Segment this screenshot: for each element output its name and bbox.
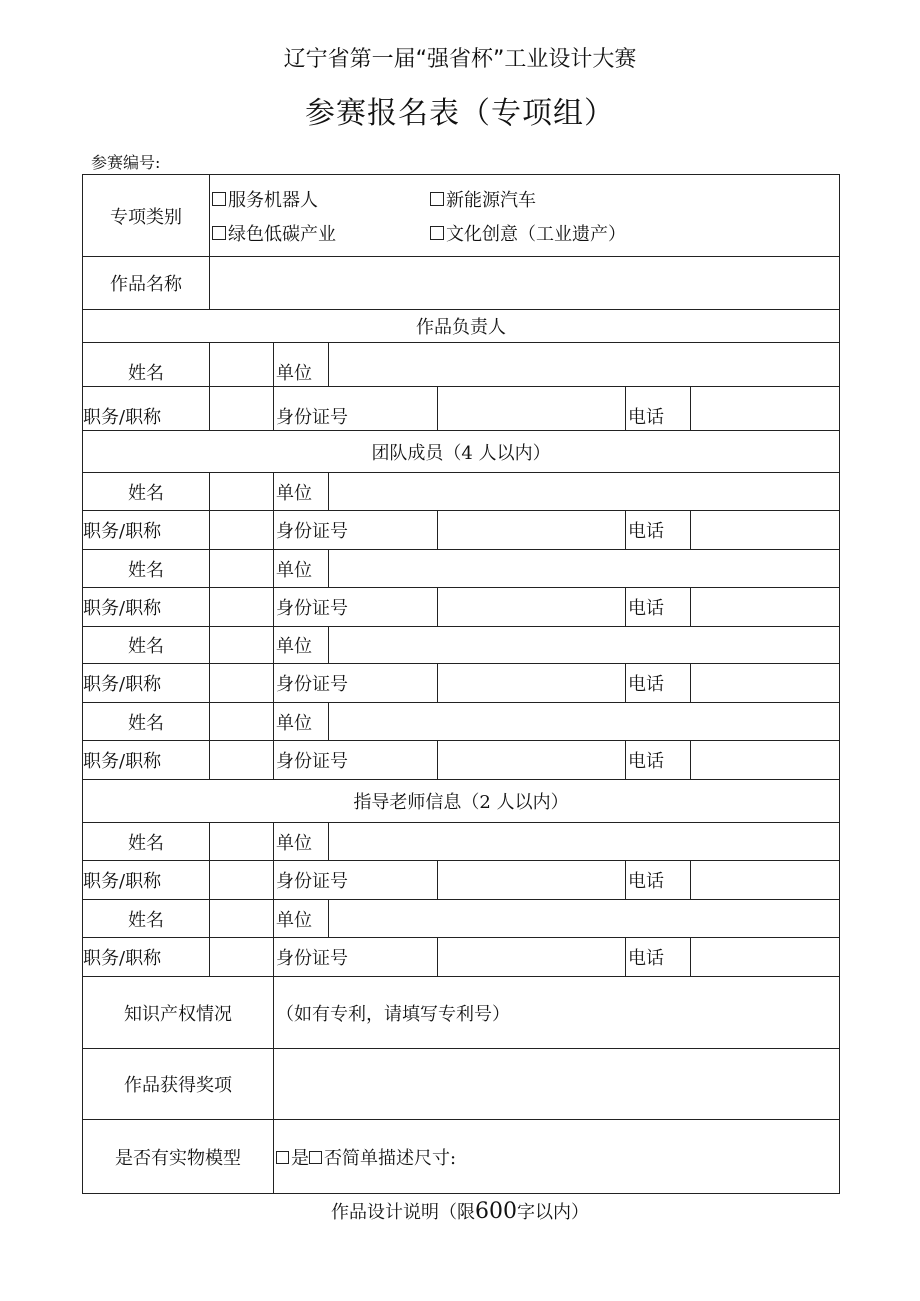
awards-label: 作品获得奖项	[83, 1049, 274, 1120]
leader-header: 作品负责人	[83, 310, 840, 343]
name-field[interactable]	[210, 550, 274, 588]
unit-label: 单位	[274, 550, 329, 588]
id-label: 身份证号	[274, 938, 438, 977]
title-field[interactable]	[210, 938, 274, 977]
title-field[interactable]	[210, 861, 274, 900]
phone-label: 电话	[626, 741, 691, 780]
phone-field[interactable]	[691, 741, 840, 780]
registration-form-table	[82, 174, 840, 1194]
footer-number: 600	[475, 1199, 517, 1224]
advisor-header: 指导老师信息（2 人以内）	[83, 780, 840, 823]
name-label: 姓名	[83, 900, 210, 938]
name-label: 姓名	[83, 823, 210, 861]
id-field[interactable]	[438, 938, 626, 977]
title-label: 职务/职称	[83, 588, 210, 627]
unit-field[interactable]	[329, 900, 840, 938]
checkbox-icon[interactable]	[212, 226, 226, 240]
unit-label: 单位	[274, 473, 329, 511]
title-field[interactable]	[210, 588, 274, 627]
phone-label: 电话	[626, 588, 691, 627]
design-description-label	[0, 1198, 920, 1224]
name-label: 姓名	[83, 473, 210, 511]
checkbox-icon[interactable]	[309, 1151, 322, 1164]
id-field[interactable]	[438, 588, 626, 627]
id-label: 身份证号	[274, 741, 438, 780]
name-field[interactable]	[210, 627, 274, 664]
category-label: 专项类别	[83, 175, 210, 257]
title-field[interactable]	[210, 664, 274, 703]
category-options	[210, 175, 840, 257]
ip-row	[83, 977, 840, 1049]
title-label: 职务/职称	[83, 511, 210, 550]
name-field[interactable]	[210, 473, 274, 511]
unit-label: 单位	[274, 900, 329, 938]
team-member-2-row-1	[83, 550, 840, 588]
phone-field[interactable]	[691, 387, 840, 431]
phone-label: 电话	[626, 387, 691, 431]
title-label: 职务/职称	[83, 387, 210, 431]
title-field[interactable]	[210, 741, 274, 780]
phone-field[interactable]	[691, 588, 840, 627]
id-field[interactable]	[438, 387, 626, 431]
id-field[interactable]	[438, 511, 626, 550]
category-option-lowcarbon[interactable]: 绿色低碳产业	[212, 220, 430, 246]
model-yes-label: 是	[291, 1147, 309, 1169]
phone-field[interactable]	[691, 861, 840, 900]
checkbox-icon[interactable]	[430, 192, 444, 206]
phone-label: 电话	[626, 664, 691, 703]
model-no-label: 否	[324, 1147, 342, 1169]
category-option-robot[interactable]: 服务机器人	[212, 186, 430, 212]
work-name-label: 作品名称	[83, 257, 210, 310]
team-section-header	[83, 431, 840, 473]
phone-field[interactable]	[691, 938, 840, 977]
phone-field[interactable]	[691, 511, 840, 550]
name-field[interactable]	[210, 900, 274, 938]
advisor-2-row-2	[83, 938, 840, 977]
category-option-ev[interactable]: 新能源汽车	[430, 186, 648, 212]
name-label: 姓名	[83, 550, 210, 588]
title-field[interactable]	[210, 387, 274, 431]
team-header: 团队成员（4 人以内）	[83, 431, 840, 473]
unit-field[interactable]	[329, 343, 840, 387]
title-label: 职务/职称	[83, 741, 210, 780]
ip-label: 知识产权情况	[83, 977, 274, 1049]
advisor-1-row-2	[83, 861, 840, 900]
unit-field[interactable]	[329, 703, 840, 741]
id-label: 身份证号	[274, 511, 438, 550]
form-subtitle: 参赛报名表（专项组）	[305, 96, 615, 131]
advisor-1-row-1	[83, 823, 840, 861]
id-label: 身份证号	[274, 387, 438, 431]
id-field[interactable]	[438, 664, 626, 703]
category-row	[83, 175, 840, 257]
checkbox-icon[interactable]	[276, 1151, 289, 1164]
title-field[interactable]	[210, 511, 274, 550]
id-field[interactable]	[438, 861, 626, 900]
name-field[interactable]	[210, 823, 274, 861]
unit-label: 单位	[274, 823, 329, 861]
unit-field[interactable]	[329, 550, 840, 588]
footer-prefix: 作品设计说明（限	[331, 1202, 475, 1223]
id-label: 身份证号	[274, 861, 438, 900]
id-label: 身份证号	[274, 664, 438, 703]
phone-field[interactable]	[691, 664, 840, 703]
name-label: 姓名	[83, 343, 210, 387]
team-member-4-row-2	[83, 741, 840, 780]
name-label: 姓名	[83, 627, 210, 664]
unit-field[interactable]	[329, 823, 840, 861]
advisor-2-row-1	[83, 900, 840, 938]
name-field[interactable]	[210, 343, 274, 387]
awards-field[interactable]	[274, 1049, 840, 1120]
unit-label: 单位	[274, 627, 329, 664]
ip-field[interactable]	[274, 977, 840, 1049]
leader-row-2	[83, 387, 840, 431]
title-label: 职务/职称	[83, 664, 210, 703]
team-member-3-row-2	[83, 664, 840, 703]
work-name-row	[83, 257, 840, 310]
team-member-3-row-1	[83, 627, 840, 664]
model-desc-label: 简单描述尺寸:	[342, 1147, 457, 1169]
footer-suffix: 字以内）	[517, 1202, 589, 1223]
unit-field[interactable]	[329, 627, 840, 664]
team-member-1-row-1	[83, 473, 840, 511]
model-label: 是否有实物模型	[83, 1120, 274, 1194]
unit-label: 单位	[274, 703, 329, 741]
title-label: 职务/职称	[83, 861, 210, 900]
team-member-2-row-2	[83, 588, 840, 627]
title-label: 职务/职称	[83, 938, 210, 977]
form-title: 辽宁省第一届“强省杯”工业设计大赛	[283, 47, 637, 72]
phone-label: 电话	[626, 938, 691, 977]
category-option-culture[interactable]: 文化创意（工业遗产）	[430, 220, 648, 246]
checkbox-icon[interactable]	[430, 226, 444, 240]
ip-hint: （如有专利，请填写专利号）	[276, 1003, 510, 1025]
model-field	[274, 1120, 840, 1194]
checkbox-icon[interactable]	[212, 192, 226, 206]
leader-row-1	[83, 343, 840, 387]
unit-field[interactable]	[329, 473, 840, 511]
id-label: 身份证号	[274, 588, 438, 627]
unit-label: 单位	[274, 343, 329, 387]
name-field[interactable]	[210, 703, 274, 741]
work-name-field[interactable]	[210, 257, 840, 310]
leader-section-header	[83, 310, 840, 343]
id-field[interactable]	[438, 741, 626, 780]
registration-number-label: 参赛编号:	[91, 153, 161, 172]
phone-label: 电话	[626, 511, 691, 550]
phone-label: 电话	[626, 861, 691, 900]
model-row	[83, 1120, 840, 1194]
advisor-section-header	[83, 780, 840, 823]
name-label: 姓名	[83, 703, 210, 741]
team-member-1-row-2	[83, 511, 840, 550]
team-member-4-row-1	[83, 703, 840, 741]
awards-row	[83, 1049, 840, 1120]
